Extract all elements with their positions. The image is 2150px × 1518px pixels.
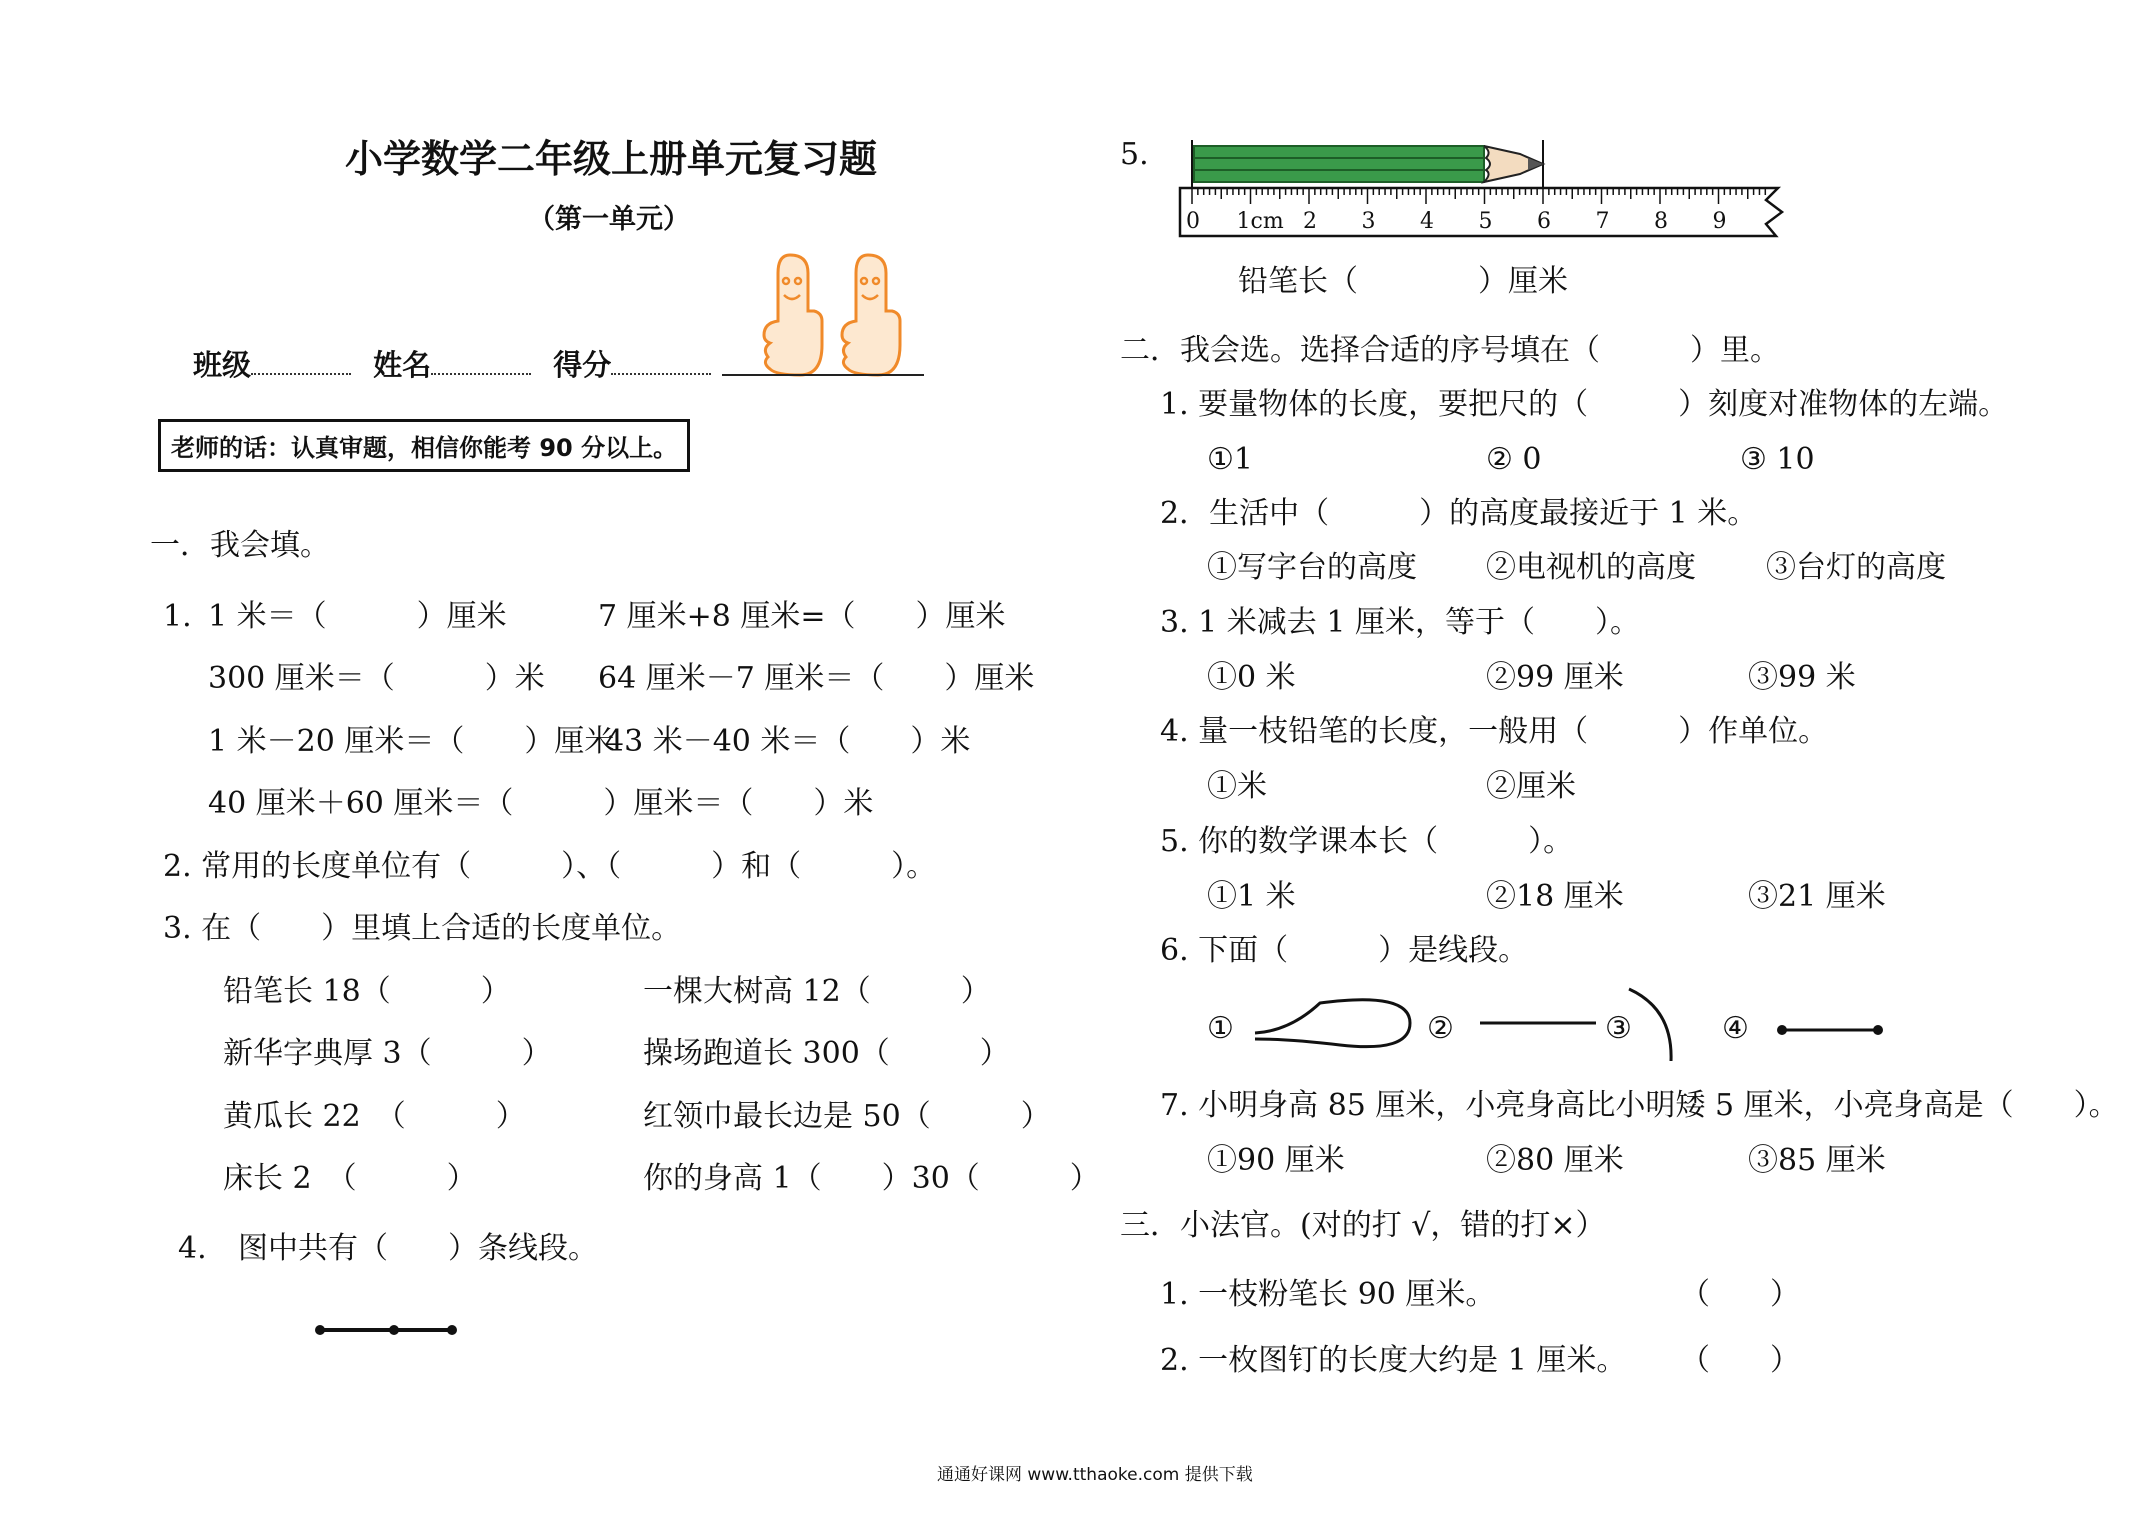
s2-q7-option: ②80 厘米 (1486, 1143, 1624, 1178)
s1-q3-item: 黄瓜长 22 （ ） (223, 1099, 526, 1134)
ruler-label: 9 (1712, 209, 1727, 234)
s2-q6-option: ② (1427, 1011, 1454, 1046)
s1-q2: 2. 常用的长度单位有（ ）、（ ）和（ ）。 (163, 849, 937, 884)
s1-q5-number: 5. (1120, 137, 1149, 172)
line-segment-4 (1775, 1023, 1885, 1037)
s1-q3-item: 新华字典厚 3（ ） (223, 1036, 552, 1071)
page-title: 小学数学二年级上册单元复习题 (345, 137, 878, 181)
s2-q6-option: ① (1207, 1011, 1234, 1046)
name-label: 姓名 (373, 348, 432, 382)
s2-q5-option: ③21 厘米 (1748, 879, 1886, 914)
s2-q1-option: ③ 10 (1740, 442, 1815, 477)
s2-q6-stem: 6. 下面（ ）是线段。 (1160, 933, 1529, 968)
s2-q1-option: ② 0 (1486, 442, 1542, 477)
class-label: 班级 (193, 348, 252, 382)
s2-q4-option: ①米 (1207, 769, 1267, 804)
s3-q2-answer[interactable]: （ ） (1680, 1343, 1800, 1378)
s1-q3-item: 你的身高 1（ ）30（ ） (643, 1161, 1100, 1196)
s2-q3-stem: 3. 1 米减去 1 厘米，等于（ ）。 (1160, 605, 1640, 640)
s2-q7-stem: 7. 小明身高 85 厘米，小亮身高比小明矮 5 厘米，小亮身高是（ ）。 (1160, 1088, 2119, 1123)
ruler-label: 7 (1595, 209, 1610, 234)
s2-q6-option: ④ (1722, 1011, 1749, 1046)
s2-q5-stem: 5. 你的数学课本长（ ）。 (1160, 824, 1574, 859)
arc-shape-3 (1625, 985, 1685, 1065)
s2-q2-option: ①写字台的高度 (1207, 550, 1417, 585)
s1-q3-stem: 3. 在（ ）里填上合适的长度单位。 (163, 911, 682, 946)
class-blank[interactable] (251, 347, 351, 375)
section3-heading: 三．小法官。(对的打 √，错的打×） (1120, 1208, 1606, 1243)
ruler-label: 5 (1478, 209, 1493, 234)
s1-q1-item: 64 厘米－7 厘米＝（ ）厘米 (598, 661, 1035, 696)
s2-q2-option: ②电视机的高度 (1486, 550, 1696, 585)
s1-q3-item: 一棵大树高 12（ ） (643, 974, 991, 1009)
s2-q7-option: ③85 厘米 (1748, 1143, 1886, 1178)
s3-q2-text: 2. 一枚图钉的长度大约是 1 厘米。 (1160, 1343, 1627, 1378)
s1-q3-item: 铅笔长 18（ ） (223, 974, 511, 1009)
ruler-label: 8 (1654, 209, 1668, 234)
name-blank[interactable] (431, 347, 531, 375)
s3-q1-answer[interactable]: （ ） (1680, 1277, 1800, 1312)
s1-q1-item: 40 厘米＋60 厘米＝（ ）厘米＝（ ）米 (208, 786, 874, 821)
footer-text: 通通好课网 www.tthaoke.com 提供下载 (937, 1465, 1253, 1485)
s1-q4-text: 图中共有（ ）条线段。 (238, 1231, 598, 1266)
page-subtitle: （第一单元） (528, 204, 690, 235)
s1-q1-item: 7 厘米+8 厘米=（ ）厘米 (598, 599, 1006, 634)
s1-q1-item: 43 米－40 米＝（ ）米 (605, 724, 971, 759)
s2-q4-stem: 4. 量一枝铅笔的长度，一般用（ ）作单位。 (1160, 714, 1829, 749)
ruler-label: 4 (1420, 209, 1434, 234)
ruler-label: 6 (1537, 209, 1551, 234)
curve-shape-1 (1250, 995, 1420, 1055)
s2-q6-option: ③ (1605, 1011, 1632, 1046)
ruler-label: 1cm (1236, 209, 1284, 234)
s1-q1-item: 1 米－20 厘米＝（ ）厘米 (208, 724, 615, 759)
s2-q7-option: ①90 厘米 (1207, 1143, 1345, 1178)
ruler-label: 0 (1186, 209, 1200, 234)
s1-q1-item: 300 厘米＝（ ）米 (208, 661, 545, 696)
score-label: 得分 (553, 348, 612, 382)
s1-q5-caption: 铅笔长（ ）厘米 (1238, 264, 1568, 299)
s2-q3-option: ③99 米 (1748, 660, 1856, 695)
thumbs-up-mascot-icon (760, 245, 930, 375)
info-row (193, 343, 711, 384)
ruler (1178, 186, 1793, 242)
s1-q4-number: 4. (178, 1231, 207, 1266)
s2-q4-option: ②厘米 (1486, 769, 1576, 804)
s2-q2-option: ③台灯的高度 (1766, 550, 1946, 585)
s1-q1-number: 1. (163, 599, 192, 634)
s1-q3-item: 操场跑道长 300（ ） (643, 1036, 1010, 1071)
ruler-label: 2 (1303, 209, 1317, 234)
s2-q5-option: ②18 厘米 (1486, 879, 1624, 914)
straight-line-2 (1478, 1018, 1598, 1028)
ruler-label: 3 (1361, 209, 1376, 234)
s2-q1-stem: 1. 要量物体的长度，要把尺的（ ）刻度对准物体的左端。 (1160, 387, 2009, 422)
score-blank[interactable] (611, 347, 711, 375)
extra-blank-line (722, 374, 924, 376)
line-segments-figure (310, 1320, 460, 1340)
teacher-note: 老师的话：认真审题，相信你能考 90 分以上。 (158, 419, 690, 472)
s2-q1-option: ①1 (1207, 442, 1253, 477)
section1-heading: 一．我会填。 (150, 528, 330, 563)
pencil-icon (1190, 140, 1550, 192)
s2-q3-option: ①0 米 (1207, 660, 1296, 695)
s2-q3-option: ②99 厘米 (1486, 660, 1624, 695)
s2-q5-option: ①1 米 (1207, 879, 1296, 914)
s3-q1-text: 1. 一枝粉笔长 90 厘米。 (1160, 1277, 1496, 1312)
s1-q3-item: 床长 2 （ ） (223, 1161, 477, 1196)
s1-q3-item: 红领巾最长边是 50（ ） (643, 1099, 1051, 1134)
s2-q2-stem: 2．生活中（ ）的高度最接近于 1 米。 (1160, 496, 1758, 531)
section2-heading: 二．我会选。选择合适的序号填在（ ）里。 (1120, 333, 1780, 368)
s1-q1-item: 1 米＝（ ）厘米 (208, 599, 507, 634)
